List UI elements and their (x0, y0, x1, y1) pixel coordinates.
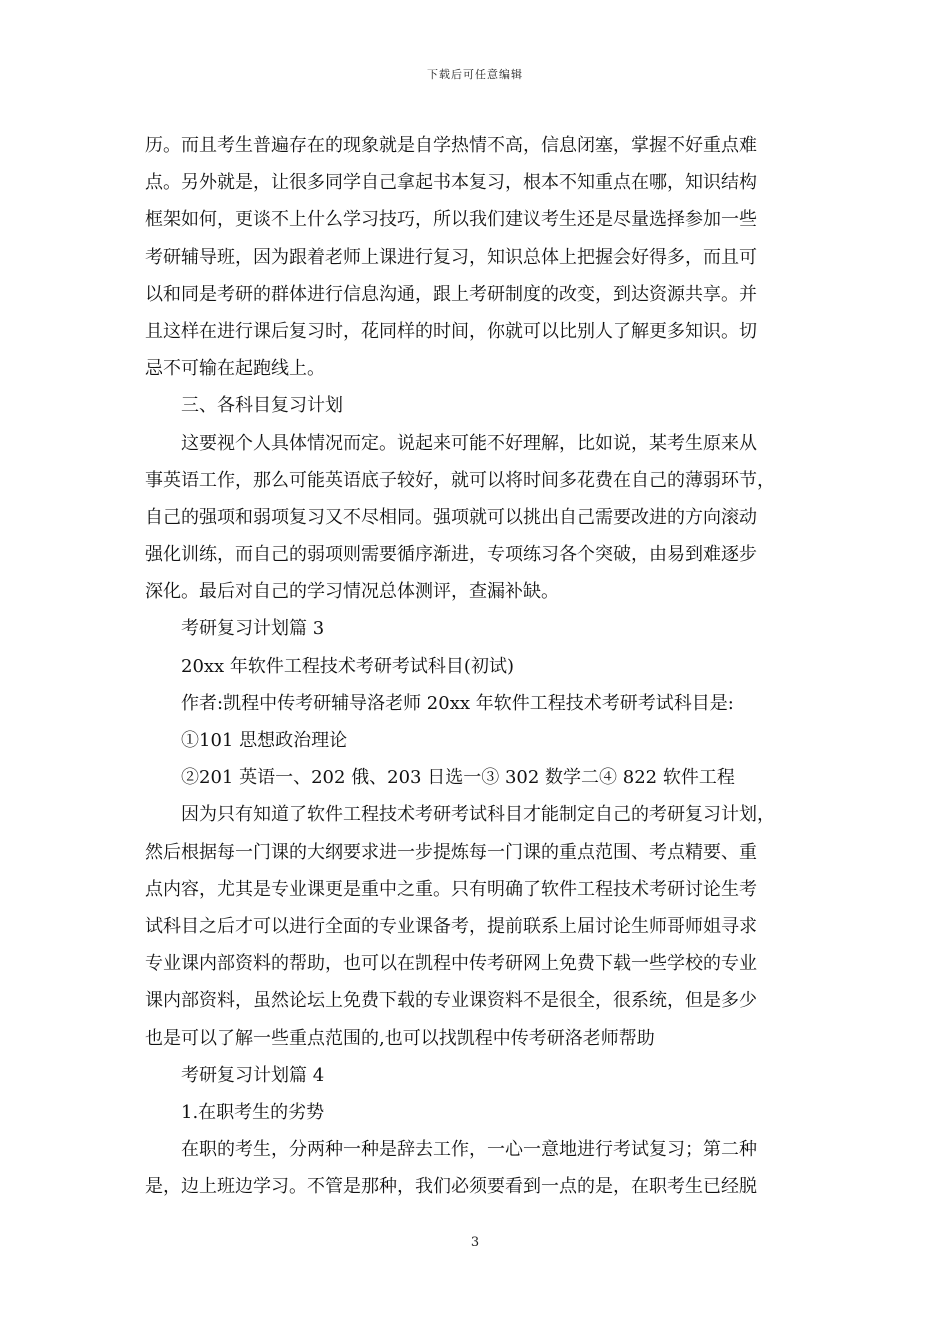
page-header: 下载后可任意编辑 (427, 68, 523, 81)
paragraph-line: 作者:凯程中传考研辅导洛老师 20xx 年软件工程技术考研考试科目是: (181, 692, 734, 714)
paragraph-line: 忌不可输在起跑线上。 (145, 358, 325, 380)
list-item: ①101 思想政治理论 (181, 730, 348, 751)
paragraph-line: 在职的考生，分两种一种是辞去工作，一心一意地进行考试复习；第二种 (181, 1139, 757, 1161)
paragraph-line: 且这样在进行课后复习时，花同样的时间，你就可以比别人了解更多知识。切 (145, 320, 757, 342)
paragraph-line: 考研辅导班，因为跟着老师上课进行复习，知识总体上把握会好得多，而且可 (145, 246, 757, 268)
paragraph-line: 框架如何，更谈不上什么学习技巧，所以我们建议考生还是尽量选择参加一些 (145, 209, 757, 231)
paragraph-line: 深化。最后对自己的学习情况总体测评，查漏补缺。 (145, 581, 559, 603)
section-heading: 考研复习计划篇 4 (181, 1064, 325, 1086)
paragraph-line: 也是可以了解一些重点范围的,也可以找凯程中传考研洛老师帮助 (145, 1027, 655, 1049)
paragraph-line: 强化训练，而自己的弱项则需要循序渐进，专项练习各个突破，由易到难逐步 (145, 544, 757, 566)
document-body (145, 127, 810, 1205)
paragraph-line: 是，边上班边学习。不管是那种，我们必须要看到一点的是，在职考生已经脱 (145, 1176, 757, 1198)
paragraph-line: 然后根据每一门课的大纲要求进一步提炼每一门课的重点范围、考点精要、重 (145, 841, 757, 863)
section-heading: 考研复习计划篇 3 (181, 618, 325, 640)
paragraph-line: 这要视个人具体情况而定。说起来可能不好理解，比如说，某考生原来从 (181, 432, 757, 454)
paragraph-line: 因为只有知道了软件工程技术考研考试科目才能制定自己的考研复习计划， (181, 804, 775, 826)
paragraph-line: 点。另外就是，让很多同学自己拿起书本复习，根本不知重点在哪，知识结构 (145, 172, 757, 194)
list-item: ②201 英语一、202 俄、203 日选一③ 302 数学二④ 822 软件工程 (181, 767, 735, 789)
section-heading: 三、各科目复习计划 (181, 395, 343, 417)
paragraph-line: 历。而且考生普遍存在的现象就是自学热情不高，信息闭塞，掌握不好重点难 (145, 135, 757, 156)
paragraph-line: 事英语工作，那么可能英语底子较好，就可以将时间多花费在自己的薄弱环节， (145, 469, 775, 491)
paragraph-line: 点内容，尤其是专业课更是重中之重。只有明确了软件工程技术考研讨论生考 (145, 878, 757, 900)
paragraph-line: 20xx 年软件工程技术考研考试科目(初试) (181, 655, 514, 677)
page-number: 3 (470, 1235, 480, 1250)
paragraph-line: 自己的强项和弱项复习又不尽相同。强项就可以挑出自己需要改进的方向滚动 (145, 506, 757, 528)
paragraph-line: 课内部资料，虽然论坛上免费下载的专业课资料不是很全，很系统，但是多少 (145, 990, 757, 1012)
paragraph-line: 专业课内部资料的帮助，也可以在凯程中传考研网上免费下载一些学校的专业 (145, 953, 757, 975)
subsection-heading: 1.在职考生的劣势 (181, 1101, 325, 1123)
paragraph-line: 试科目之后才可以进行全面的专业课备考，提前联系上届讨论生师哥师姐寻求 (145, 915, 757, 937)
paragraph-line: 以和同是考研的群体进行信息沟通，跟上考研制度的改变，到达资源共享。并 (145, 283, 757, 305)
